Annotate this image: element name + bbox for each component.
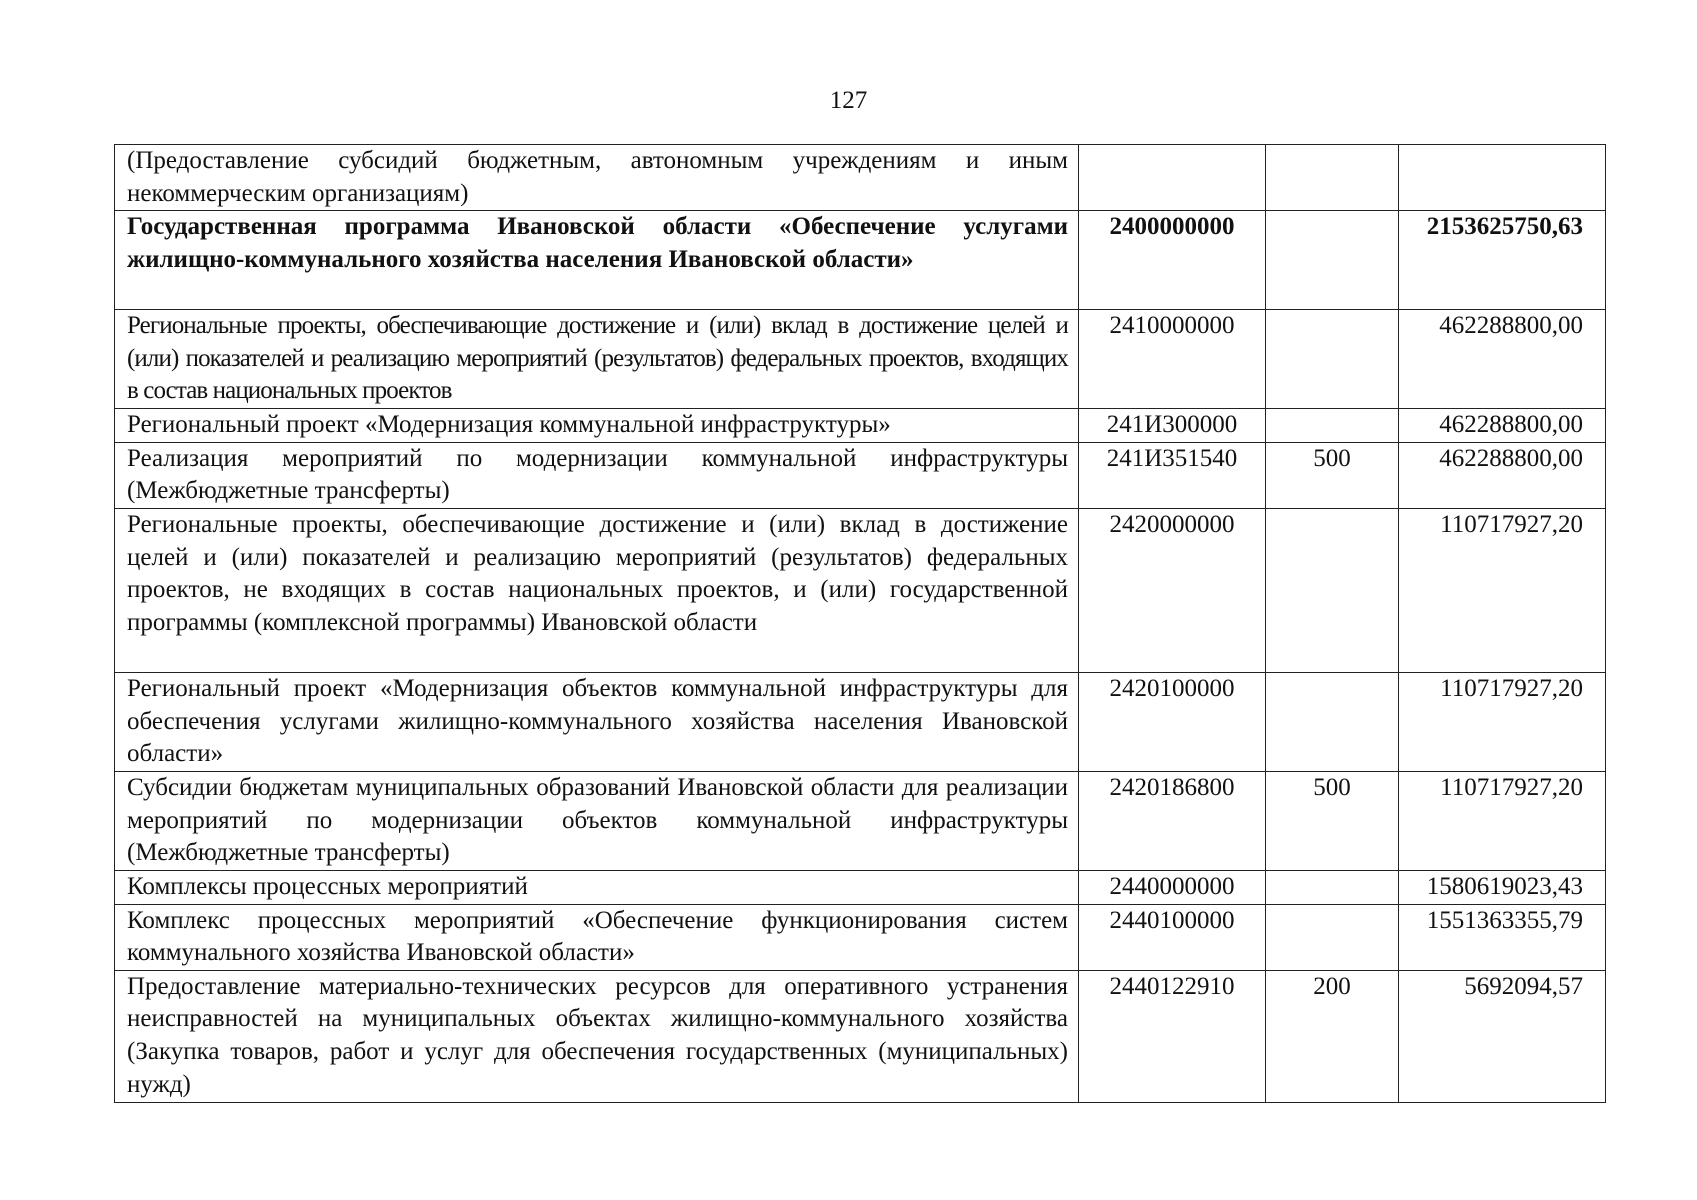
row-code: 2420100000: [1079, 672, 1266, 771]
table-row: [115, 970, 1606, 1102]
table-row: [115, 211, 1606, 310]
row-amount: 2153625750,63: [1399, 211, 1606, 310]
row-expense-type: 200: [1266, 970, 1399, 1102]
row-expense-type: 500: [1266, 771, 1399, 870]
row-name: Предоставление материально-технических ресурсов для оперативного устранения неисправностей на муниципальных объектах жилищно-коммунального хозяйства (Закупка товаров, работ и услуг для обеспечения государственных (муниципальных) нужд): [115, 970, 1079, 1102]
row-code: 2410000000: [1079, 310, 1266, 409]
row-expense-type: [1266, 409, 1399, 443]
row-code: 241И300000: [1079, 409, 1266, 443]
row-amount: 5692094,57: [1399, 970, 1606, 1102]
row-amount: 110717927,20: [1399, 672, 1606, 771]
table-row: [115, 310, 1606, 409]
row-amount: 1580619023,43: [1399, 870, 1606, 904]
row-expense-type: [1266, 508, 1399, 672]
table-row: [115, 508, 1606, 672]
row-name: Субсидии бюджетам муниципальных образований Ивановской области для реализации мероприятий по модернизации объектов коммунальной инфраструктуры (Межбюджетные трансферты): [115, 771, 1079, 870]
row-name: Региональный проект «Модернизация коммунальной инфраструктуры»: [115, 409, 1079, 443]
budget-table: [114, 144, 1606, 1103]
table-row: [115, 672, 1606, 771]
row-name: Реализация мероприятий по модернизации коммунальной инфраструктуры (Межбюджетные трансферты): [115, 442, 1079, 508]
page-number: 127: [829, 87, 868, 114]
row-expense-type: [1266, 310, 1399, 409]
row-amount: 1551363355,79: [1399, 904, 1606, 970]
row-code: 2400000000: [1079, 211, 1266, 310]
row-name: Региональные проекты, обеспечивающие достижение и (или) вклад в достижение целей и (или) показателей и реализацию мероприятий (результатов) федеральных проектов, не входящих в состав национальных проектов, и (или) государственной программы (комплексной программы) Ивановской области: [115, 508, 1079, 672]
row-name: Государственная программа Ивановской области «Обеспечение услугами жилищно-коммунального хозяйства населения Ивановской области»: [115, 211, 1079, 310]
row-expense-type: [1266, 672, 1399, 771]
row-name: (Предоставление субсидий бюджетным, автономным учреждениям и иным некоммерческим организациям): [115, 145, 1079, 211]
table-row: [115, 904, 1606, 970]
row-code: 2440000000: [1079, 870, 1266, 904]
row-amount: 462288800,00: [1399, 310, 1606, 409]
table-row: [115, 442, 1606, 508]
table-row: [115, 771, 1606, 870]
table-row: [115, 145, 1606, 211]
row-code: 2440100000: [1079, 904, 1266, 970]
row-amount: 462288800,00: [1399, 442, 1606, 508]
row-name: Региональные проекты, обеспечивающие достижение и (или) вклад в достижение целей и (или) показателей и реализацию мероприятий (результатов) федеральных проектов, входящих в состав национальных проектов: [115, 310, 1079, 409]
row-name: Региональный проект «Модернизация объектов коммунальной инфраструктуры для обеспечения услугами жилищно-коммунального хозяйства населения Ивановской области»: [115, 672, 1079, 771]
row-expense-type: [1266, 145, 1399, 211]
table-row: [115, 870, 1606, 904]
row-code: 241И351540: [1079, 442, 1266, 508]
row-name: Комплексы процессных мероприятий: [115, 870, 1079, 904]
row-code: 2420186800: [1079, 771, 1266, 870]
row-expense-type: 500: [1266, 442, 1399, 508]
row-name: Комплекс процессных мероприятий «Обеспечение функционирования систем коммунального хозяйства Ивановской области»: [115, 904, 1079, 970]
row-expense-type: [1266, 211, 1399, 310]
table-row: [115, 409, 1606, 443]
row-expense-type: [1266, 904, 1399, 970]
row-code: 2440122910: [1079, 970, 1266, 1102]
row-code: 2420000000: [1079, 508, 1266, 672]
row-amount: 110717927,20: [1399, 771, 1606, 870]
row-amount: 110717927,20: [1399, 508, 1606, 672]
row-expense-type: [1266, 870, 1399, 904]
row-amount: 462288800,00: [1399, 409, 1606, 443]
row-amount: [1399, 145, 1606, 211]
row-code: [1079, 145, 1266, 211]
